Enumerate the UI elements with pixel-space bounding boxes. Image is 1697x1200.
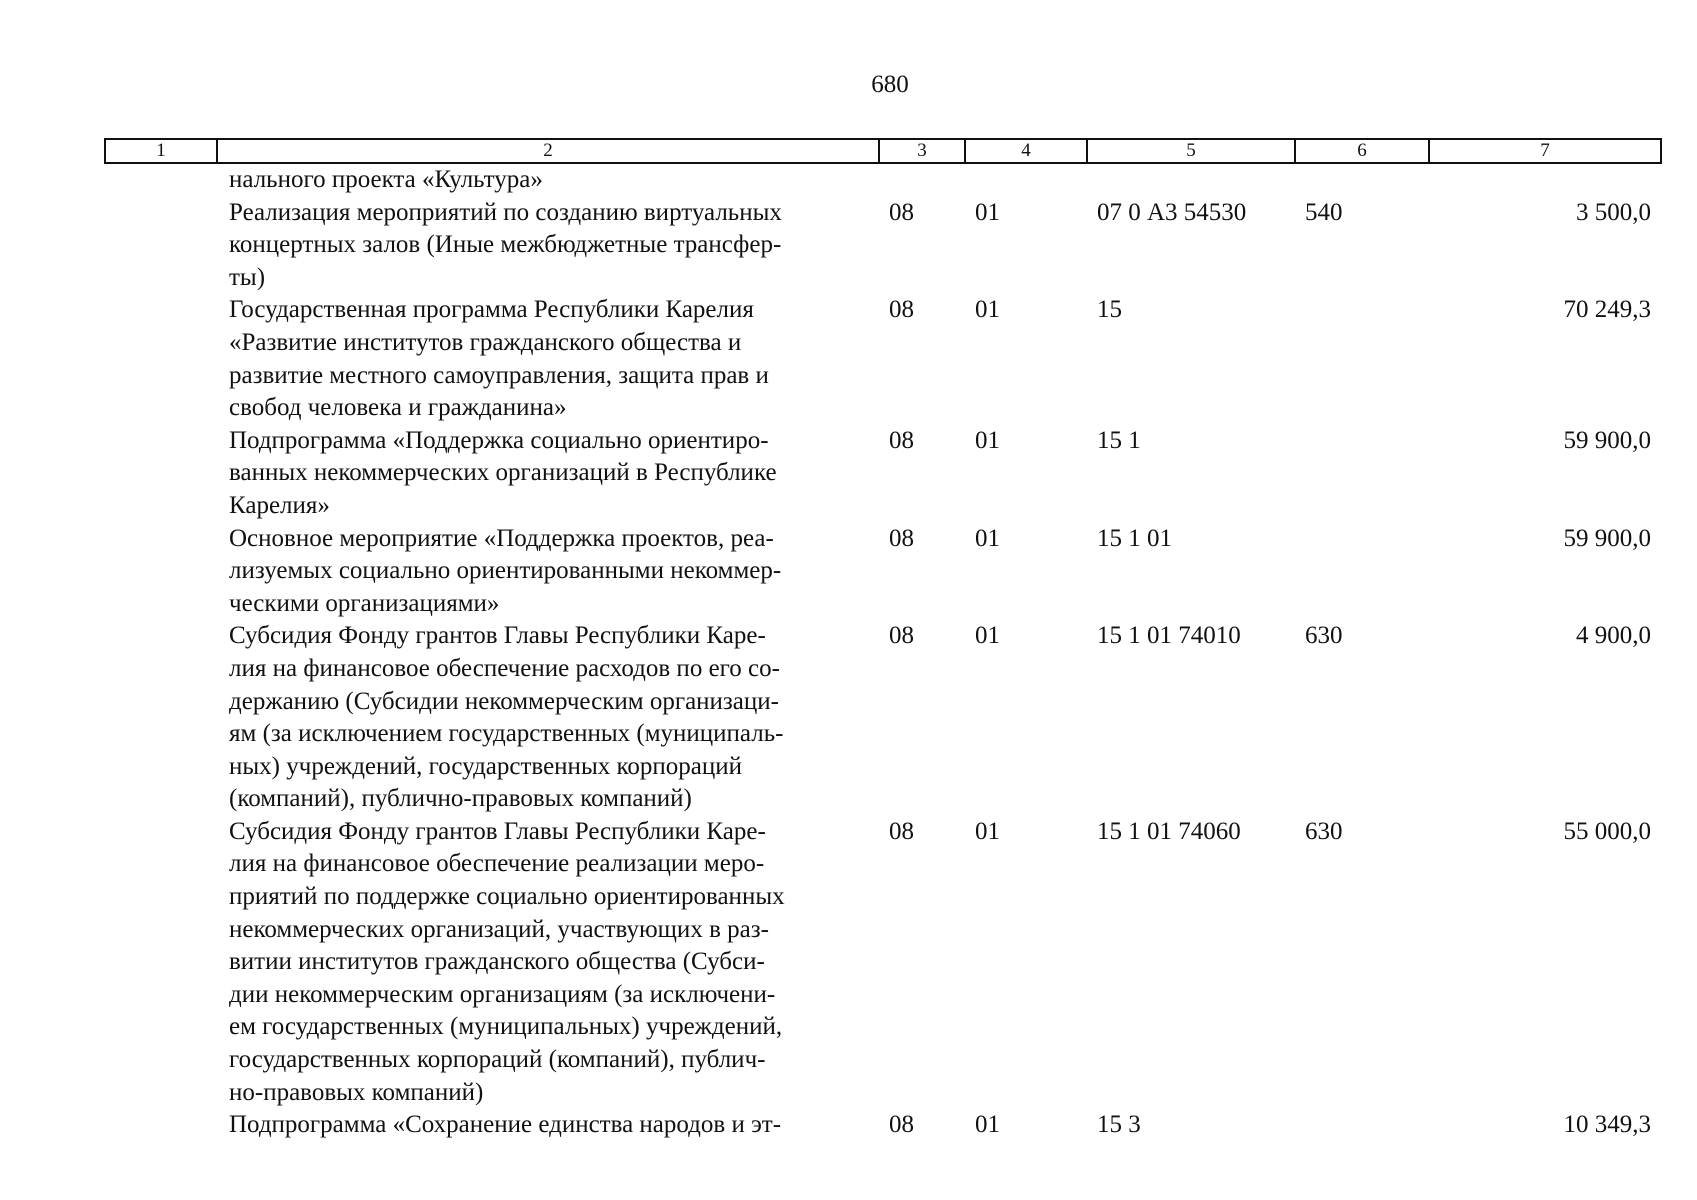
row-section: 08 bbox=[889, 524, 914, 552]
table-row bbox=[105, 425, 1661, 523]
row-name-line: Основное мероприятие «Поддержка проектов, реа- bbox=[229, 524, 774, 552]
row-target-article: 15 bbox=[1097, 296, 1122, 324]
table-body bbox=[105, 163, 1661, 1142]
row-expense-type bbox=[1295, 523, 1429, 621]
header-col-5: 5 bbox=[1087, 139, 1295, 163]
row-name-line: дии некоммерческим организациям (за исключени- bbox=[229, 980, 776, 1008]
row-col-1 bbox=[105, 425, 217, 523]
row-name-line: ных) учреждений, государственных корпораций bbox=[229, 752, 742, 780]
row-amount: 70 249,3 bbox=[1563, 296, 1651, 324]
header-col-4: 4 bbox=[965, 139, 1087, 163]
row-name bbox=[217, 163, 879, 197]
row-target-article: 07 0 А3 54530 bbox=[1097, 198, 1247, 226]
row-section bbox=[879, 163, 965, 197]
table-row bbox=[105, 816, 1661, 1109]
row-target-article: 15 1 bbox=[1097, 426, 1141, 454]
row-col-1 bbox=[105, 523, 217, 621]
row-amount: 3 500,0 bbox=[1576, 198, 1651, 226]
row-name-line: Реализация мероприятий по созданию виртуальных bbox=[229, 198, 782, 226]
row-section: 08 bbox=[889, 817, 914, 845]
row-name bbox=[217, 1109, 879, 1142]
row-target-article: 15 1 01 bbox=[1097, 524, 1172, 552]
row-name bbox=[217, 197, 879, 295]
row-section: 08 bbox=[889, 296, 914, 324]
row-name-line: развитие местного самоуправления, защита прав и bbox=[229, 361, 769, 389]
row-subsection: 01 bbox=[975, 296, 1000, 324]
row-name-line: ческими организациями» bbox=[229, 589, 500, 617]
row-expense-type bbox=[1295, 425, 1429, 523]
row-name-line: «Развитие институтов гражданского общества и bbox=[229, 328, 742, 356]
row-name-line: Субсидия Фонду грантов Главы Республики Каре- bbox=[229, 622, 766, 650]
row-name-line: Государственная программа Республики Карелия bbox=[229, 296, 754, 324]
row-target-article bbox=[1087, 163, 1295, 197]
header-col-1: 1 bbox=[105, 139, 217, 163]
row-name-line: некоммерческих организаций, участвующих в раз- bbox=[229, 915, 769, 943]
row-expense-type bbox=[1295, 294, 1429, 424]
row-name-line: нального проекта «Культура» bbox=[229, 166, 543, 193]
row-name-line: государственных корпораций (компаний), публич- bbox=[229, 1046, 766, 1074]
row-name-line: концертных залов (Иные межбюджетные трансфер- bbox=[229, 231, 782, 259]
table-row bbox=[105, 163, 1661, 197]
row-subsection: 01 bbox=[975, 524, 1000, 552]
row-subsection: 01 bbox=[975, 622, 1000, 650]
row-expense-type: 630 bbox=[1305, 817, 1343, 845]
row-name bbox=[217, 620, 879, 816]
row-subsection bbox=[965, 163, 1087, 197]
row-name-line: Подпрограмма «Поддержка социально ориентиро- bbox=[229, 426, 769, 454]
table-row bbox=[105, 197, 1661, 295]
table-row bbox=[105, 523, 1661, 621]
row-name-line: лизуемых социально ориентированными некоммер- bbox=[229, 557, 782, 585]
row-col-1 bbox=[105, 1109, 217, 1142]
row-name-line: лия на финансовое обеспечение реализации меро- bbox=[229, 850, 765, 878]
row-name-line: витии институтов гражданского общества (Субси- bbox=[229, 948, 765, 976]
row-section: 08 bbox=[889, 622, 914, 650]
row-amount: 59 900,0 bbox=[1563, 524, 1651, 552]
row-name bbox=[217, 294, 879, 424]
row-amount bbox=[1429, 163, 1661, 197]
row-name-line: (компаний), публично-правовых компаний) bbox=[229, 785, 692, 813]
row-name-line: Субсидия Фонду грантов Главы Республики Каре- bbox=[229, 817, 766, 845]
row-section: 08 bbox=[889, 198, 914, 226]
row-name bbox=[217, 816, 879, 1109]
row-name-line: ты) bbox=[229, 263, 266, 291]
row-name-line: ем государственных (муниципальных) учреждений, bbox=[229, 1013, 783, 1041]
row-section: 08 bbox=[889, 1111, 914, 1139]
page-number: 680 bbox=[871, 71, 909, 98]
table-row bbox=[105, 620, 1661, 816]
row-subsection: 01 bbox=[975, 198, 1000, 226]
row-name-line: приятий по поддержке социально ориентированных bbox=[229, 883, 785, 911]
row-col-1 bbox=[105, 163, 217, 197]
table-header bbox=[105, 139, 1661, 163]
row-subsection: 01 bbox=[975, 817, 1000, 845]
row-amount: 59 900,0 bbox=[1563, 426, 1651, 454]
row-section: 08 bbox=[889, 426, 914, 454]
row-name bbox=[217, 425, 879, 523]
row-name-line: Подпрограмма «Сохранение единства народов и эт- bbox=[229, 1111, 782, 1139]
header-col-3: 3 bbox=[879, 139, 965, 163]
row-col-1 bbox=[105, 197, 217, 295]
row-name-line: держанию (Субсидии некоммерческим организаци- bbox=[229, 687, 779, 715]
row-amount: 10 349,3 bbox=[1563, 1111, 1651, 1139]
budget-table bbox=[104, 138, 1662, 1142]
row-expense-type bbox=[1295, 1109, 1429, 1142]
row-name-line: ям (за исключением государственных (муниципаль- bbox=[229, 720, 784, 748]
row-expense-type: 630 bbox=[1305, 622, 1343, 650]
row-subsection: 01 bbox=[975, 1111, 1000, 1139]
row-expense-type bbox=[1295, 163, 1429, 197]
budget-table-container bbox=[104, 138, 1660, 1142]
header-row bbox=[105, 139, 1661, 163]
header-col-6: 6 bbox=[1295, 139, 1429, 163]
row-col-1 bbox=[105, 294, 217, 424]
row-target-article: 15 3 bbox=[1097, 1111, 1141, 1139]
row-name-line: Карелия» bbox=[229, 491, 330, 519]
table-row bbox=[105, 294, 1661, 424]
row-name-line: но-правовых компаний) bbox=[229, 1078, 484, 1106]
row-target-article: 15 1 01 74010 bbox=[1097, 622, 1241, 650]
row-col-1 bbox=[105, 620, 217, 816]
row-name-line: свобод человека и гражданина» bbox=[229, 394, 567, 422]
row-target-article: 15 1 01 74060 bbox=[1097, 817, 1241, 845]
row-amount: 55 000,0 bbox=[1563, 817, 1651, 845]
row-name-line: ванных некоммерческих организаций в Республике bbox=[229, 459, 777, 487]
row-name-line: лия на финансовое обеспечение расходов по его со- bbox=[229, 654, 780, 682]
row-col-1 bbox=[105, 816, 217, 1109]
row-amount: 4 900,0 bbox=[1576, 622, 1651, 650]
header-col-7: 7 bbox=[1429, 139, 1661, 163]
table-row bbox=[105, 1109, 1661, 1142]
row-name bbox=[217, 523, 879, 621]
row-expense-type: 540 bbox=[1305, 198, 1343, 226]
header-col-2: 2 bbox=[217, 139, 879, 163]
row-subsection: 01 bbox=[975, 426, 1000, 454]
